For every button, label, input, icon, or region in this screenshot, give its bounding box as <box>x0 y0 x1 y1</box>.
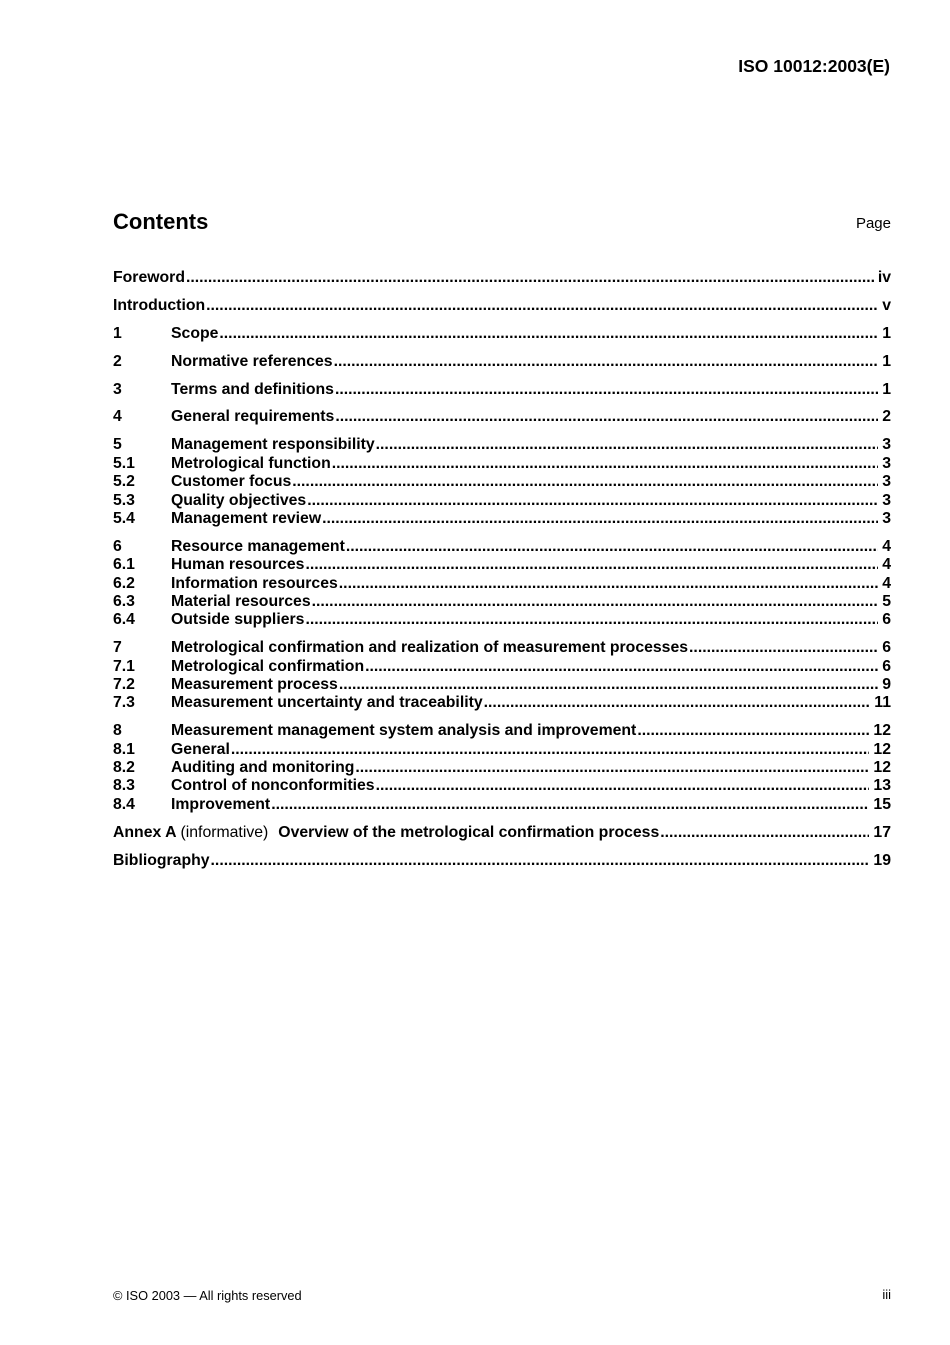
toc-entry[interactable] <box>113 593 891 611</box>
dot-leader <box>636 722 869 740</box>
toc-entry-title: Introduction <box>113 296 206 314</box>
annex-note: (informative) <box>180 823 269 841</box>
toc-entry-page: 11 <box>874 694 891 712</box>
toc-entry[interactable] <box>113 436 891 454</box>
toc-group <box>113 325 891 343</box>
toc-entry[interactable] <box>113 658 891 676</box>
toc-entry-page: 4 <box>882 537 891 555</box>
toc-entry-number: 5.4 <box>113 509 135 527</box>
toc-entry-page: iv <box>877 269 891 286</box>
toc-entry[interactable] <box>113 325 891 343</box>
toc-entry-title: Management review <box>171 509 322 527</box>
toc-entry[interactable] <box>113 492 891 510</box>
toc-entry-page: 15 <box>873 795 891 813</box>
toc-entry-page: v <box>882 296 891 314</box>
toc-entry-number: 2 <box>113 352 122 370</box>
toc-entry-page: 19 <box>873 851 891 869</box>
dot-leader <box>304 556 878 574</box>
toc-entry-page: 5 <box>882 592 891 610</box>
toc-entry-title: General <box>171 740 230 758</box>
toc-entry[interactable] <box>113 473 891 491</box>
toc-entry-page: 9 <box>882 676 891 694</box>
toc-entry-title: Control of nonconformities <box>171 777 375 795</box>
dot-leader <box>338 575 878 593</box>
toc-group <box>113 538 891 630</box>
toc-entry-number: 5.3 <box>113 491 135 509</box>
toc-entry-page: 4 <box>882 574 891 592</box>
toc-entry-title: Foreword <box>113 269 185 286</box>
toc-group <box>113 722 891 814</box>
dot-leader <box>364 658 878 676</box>
toc-entry[interactable] <box>113 353 891 371</box>
toc-entry-number: 5 <box>113 436 122 454</box>
contents-heading: Contents <box>113 209 209 234</box>
toc-entry-page: 6 <box>882 657 891 675</box>
toc-entry-number: 5.1 <box>113 454 135 472</box>
toc-entry-page: 1 <box>882 352 891 370</box>
dot-leader <box>333 353 879 371</box>
toc-entry-page: 6 <box>882 611 891 629</box>
toc-entry-number: 7.3 <box>113 694 135 712</box>
table-of-contents <box>113 269 891 870</box>
dot-leader <box>483 694 871 712</box>
toc-entry[interactable] <box>113 381 891 399</box>
toc-entry-page: 13 <box>873 777 891 795</box>
dot-leader <box>345 538 878 556</box>
toc-entry-title: Auditing and monitoring <box>171 759 355 777</box>
dot-leader <box>375 436 879 454</box>
toc-group <box>113 436 891 528</box>
dot-leader <box>311 593 879 611</box>
toc-entry-number: 7.2 <box>113 676 135 694</box>
toc-group <box>113 381 891 399</box>
toc-entry-number: 3 <box>113 380 122 398</box>
dot-leader <box>688 639 878 657</box>
toc-entry-number: 8.2 <box>113 759 135 777</box>
toc-entry-title <box>113 824 659 842</box>
toc-entry-title: Bibliography <box>113 851 210 869</box>
toc-entry-title: Improvement <box>171 795 271 813</box>
toc-entry-title: Customer focus <box>171 473 292 491</box>
toc-entry[interactable] <box>113 777 891 795</box>
footer-copyright: © ISO 2003 — All rights reserved <box>113 1288 302 1303</box>
toc-entry[interactable] <box>113 759 891 777</box>
toc-group <box>113 852 891 870</box>
dot-leader <box>375 777 870 795</box>
toc-entry-number: 5.2 <box>113 473 135 491</box>
toc-entry-page: 12 <box>873 722 891 740</box>
annex-label: Annex A <box>113 823 177 841</box>
toc-group <box>113 297 891 315</box>
dot-leader <box>185 269 874 287</box>
toc-entry-title: Human resources <box>171 556 305 574</box>
toc-entry[interactable] <box>113 538 891 556</box>
dot-leader <box>306 492 878 510</box>
dot-leader <box>331 455 878 473</box>
toc-entry-title: Scope <box>171 324 219 342</box>
toc-entry[interactable] <box>113 556 891 574</box>
dot-leader <box>354 759 869 777</box>
dot-leader <box>334 408 878 426</box>
toc-entry-page: 3 <box>882 454 891 472</box>
toc-group <box>113 269 891 287</box>
toc-entry[interactable] <box>113 852 891 870</box>
toc-entry-number: 8 <box>113 722 122 740</box>
dot-leader <box>334 381 878 399</box>
toc-entry[interactable] <box>113 297 891 315</box>
toc-group <box>113 639 891 713</box>
dot-leader <box>338 676 878 694</box>
toc-entry-page: 3 <box>882 509 891 527</box>
toc-entry[interactable] <box>113 694 891 712</box>
toc-entry-title: Normative references <box>171 352 333 370</box>
toc-entry[interactable] <box>113 575 891 593</box>
toc-entry[interactable] <box>113 796 891 814</box>
toc-entry-page: 3 <box>882 473 891 491</box>
toc-entry-number: 8.1 <box>113 740 135 758</box>
toc-entry-title: Material resources <box>171 592 311 610</box>
dot-leader <box>210 852 870 870</box>
toc-entry-title: General requirements <box>171 408 335 426</box>
dot-leader <box>230 741 870 759</box>
dot-leader <box>270 796 869 814</box>
toc-entry-title: Management responsibility <box>171 436 375 454</box>
toc-entry-number: 6.4 <box>113 611 135 629</box>
toc-entry-page: 2 <box>882 408 891 426</box>
toc-entry-number: 6.1 <box>113 556 135 574</box>
dot-leader <box>321 510 878 528</box>
toc-entry-title: Resource management <box>171 537 345 555</box>
toc-entry-number: 8.4 <box>113 795 135 813</box>
toc-entry-page: 6 <box>882 639 891 657</box>
toc-entry-title: Measurement management system analysis and improvement <box>171 722 637 740</box>
toc-entry-number: 7.1 <box>113 657 135 675</box>
toc-entry-page: 4 <box>882 556 891 574</box>
toc-entry-page: 12 <box>873 759 891 777</box>
toc-entry-number: 1 <box>113 324 122 342</box>
toc-entry-title: Information resources <box>171 574 338 592</box>
toc-entry-title: Metrological function <box>171 454 331 472</box>
toc-entry-number: 8.3 <box>113 777 135 795</box>
toc-entry-title: Measurement process <box>171 676 338 694</box>
toc-group <box>113 353 891 371</box>
annex-title: Overview of the metrological confirmation process <box>278 823 660 841</box>
toc-entry[interactable] <box>113 510 891 528</box>
toc-entry-number: 6.2 <box>113 574 135 592</box>
toc-entry-page: 1 <box>882 324 891 342</box>
toc-entry[interactable] <box>113 639 891 657</box>
toc-entry-page: 1 <box>882 380 891 398</box>
dot-leader <box>291 473 878 491</box>
toc-entry[interactable] <box>113 824 891 842</box>
toc-entry[interactable] <box>113 741 891 759</box>
toc-entry-title: Metrological confirmation and realization of measurement processes <box>171 639 689 657</box>
toc-entry[interactable] <box>113 269 891 287</box>
dot-leader <box>205 297 878 315</box>
dot-leader <box>304 611 878 629</box>
toc-entry-number: 7 <box>113 639 122 657</box>
dot-leader <box>659 824 869 842</box>
dot-leader <box>218 325 878 343</box>
footer-page-number: iii <box>882 1287 891 1302</box>
toc-entry-page: 17 <box>873 823 891 841</box>
toc-entry-number: 4 <box>113 408 122 426</box>
toc-group <box>113 824 891 842</box>
toc-entry-title: Quality objectives <box>171 491 307 509</box>
document-identifier: ISO 10012:2003(E) <box>738 56 890 76</box>
toc-entry-title: Measurement uncertainty and traceability <box>171 694 483 712</box>
toc-entry-number: 6.3 <box>113 592 135 610</box>
toc-entry-page: 3 <box>882 491 891 509</box>
toc-entry-title: Outside suppliers <box>171 611 305 629</box>
toc-entry[interactable] <box>113 455 891 473</box>
toc-entry-page: 12 <box>873 740 891 758</box>
toc-group <box>113 408 891 426</box>
toc-entry[interactable] <box>113 611 891 629</box>
toc-entry-title: Terms and definitions <box>171 380 334 398</box>
toc-entry[interactable] <box>113 408 891 426</box>
toc-entry-page: 3 <box>882 436 891 454</box>
toc-entry-title: Metrological confirmation <box>171 657 365 675</box>
toc-entry-number: 6 <box>113 537 122 555</box>
toc-entry[interactable] <box>113 722 891 740</box>
toc-entry[interactable] <box>113 676 891 694</box>
page-column-label: Page <box>855 215 891 232</box>
